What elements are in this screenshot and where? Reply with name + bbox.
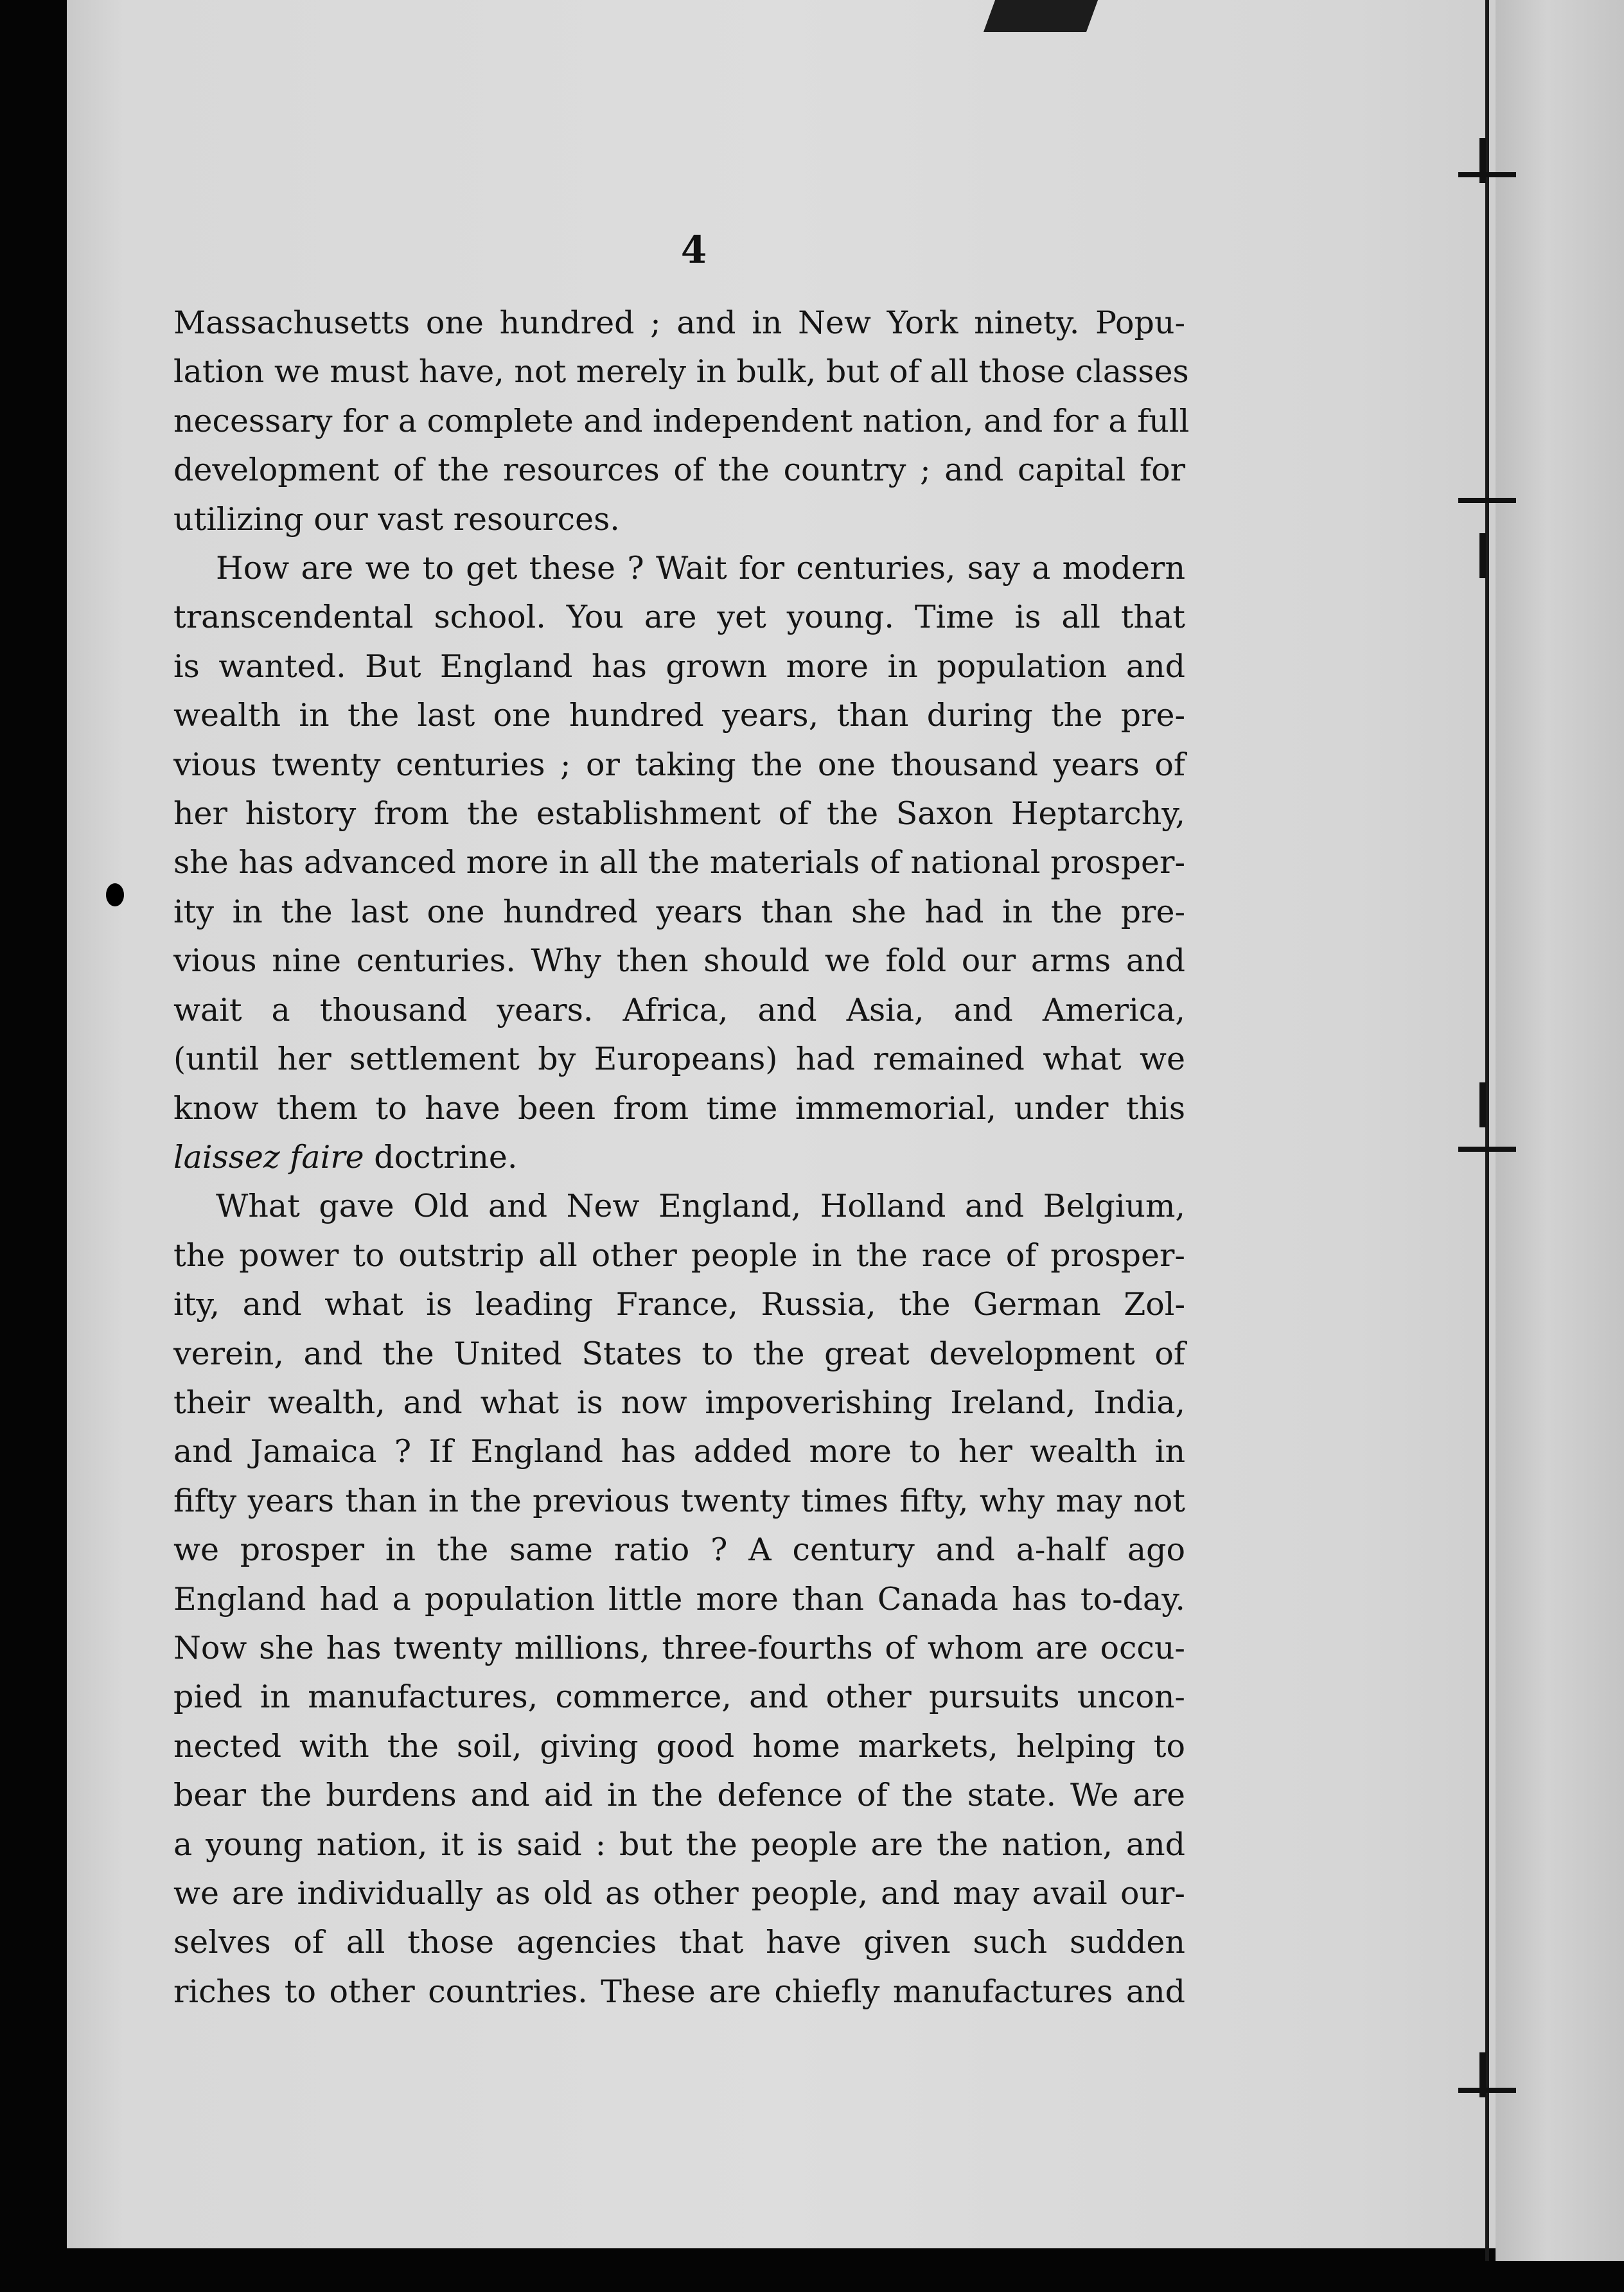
text-line: wait a thousand years. Africa, and Asia, and America, [173, 991, 1185, 1028]
paragraph-2 [173, 544, 1185, 1182]
text-line: is wanted. But England has grown more in population and [173, 648, 1185, 685]
binding-stitch [1458, 172, 1516, 177]
text-line: Now she has twenty millions, three-fourths of whom are occu- [173, 1629, 1185, 1666]
text-line: know them to have been from time immemorial, under this [173, 1089, 1185, 1127]
binding-stitch [1479, 2052, 1486, 2097]
text-line: What gave Old and New England, Holland and Belgium, [216, 1188, 1185, 1225]
text-line: and Jamaica ? If England has added more to her wealth in [173, 1433, 1185, 1470]
text-line: selves of all those agencies that have given such sudden [173, 1924, 1185, 1961]
binding-stitch [1479, 1082, 1486, 1127]
page-number: 4 [680, 228, 707, 272]
text-line [173, 1133, 1185, 1182]
binding-stitch [1458, 2088, 1516, 2093]
text-line: England had a population little more than Canada has to-day. [173, 1580, 1185, 1618]
ink-dot [106, 883, 124, 906]
text-line: she has advanced more in all the materials of national prosper- [173, 844, 1185, 881]
text-line: (until her settlement by Europeans) had remained what we [173, 1041, 1185, 1078]
text-line: pied in manufactures, commerce, and other pursuits uncon- [173, 1679, 1185, 1716]
text-line: ity, and what is leading France, Russia, the German Zol- [173, 1286, 1185, 1323]
text-line: vious nine centuries. Why then should we fold our arms and [173, 942, 1185, 980]
text-line: their wealth, and what is now impoverishing Ireland, India, [173, 1384, 1185, 1421]
text-line: her history from the establishment of the Saxon Heptarchy, [173, 795, 1185, 833]
scan-edge-mark [984, 0, 1098, 32]
paragraph-3 [173, 1182, 1185, 2016]
body-text [173, 299, 1190, 2016]
text-line: lation we must have, not merely in bulk, but of all those classes [173, 353, 1189, 391]
text-line: utilizing our vast resources. [173, 500, 620, 538]
text-line: the power to outstrip all other people in the race of prosper- [173, 1237, 1185, 1274]
text-line: necessary for a complete and independent nation, and for a full [173, 402, 1190, 439]
text-line: we prosper in the same ratio ? A century and a-half ago [173, 1531, 1185, 1569]
paragraph-1 [173, 299, 1190, 544]
text-line: How are we to get these ? Wait for centuries, say a modern [216, 550, 1185, 587]
text-line: Massachusetts one hundred ; and in New York ninety. Popu- [173, 304, 1185, 341]
text-line: ity in the last one hundred years than she had in the pre- [173, 893, 1185, 930]
text-line: fifty years than in the previous twenty times fifty, why may not [173, 1482, 1185, 1519]
binding-line [1485, 0, 1489, 2261]
text-line: riches to other countries. These are chiefly manufactures and [173, 1973, 1185, 2010]
text-line: bear the burdens and aid in the defence of the state. We are [173, 1777, 1185, 1814]
text-fragment: doctrine. [364, 1138, 518, 1176]
text-line: vious twenty centuries ; or taking the one thousand years of [173, 746, 1185, 783]
text-line: development of the resources of the country ; and capital for [173, 452, 1185, 489]
binding-stitch [1479, 138, 1486, 183]
binding-stitch [1458, 1147, 1516, 1152]
text-line: wealth in the last one hundred years, than during the pre- [173, 697, 1185, 734]
text-line: a young nation, it is said : but the people are the nation, and [173, 1826, 1185, 1863]
binding-stitch [1458, 498, 1516, 503]
facing-page-edge [1496, 0, 1624, 2261]
text-line: verein, and the United States to the great development of [173, 1335, 1185, 1372]
binding-stitch [1479, 533, 1486, 578]
italic-phrase: laissez faire [173, 1138, 364, 1176]
text-line: nected with the soil, giving good home markets, helping to [173, 1727, 1185, 1765]
text-line: transcendental school. You are yet young. Time is all that [173, 599, 1185, 636]
text-line: we are individually as old as other people, and may avail our- [173, 1875, 1185, 1912]
